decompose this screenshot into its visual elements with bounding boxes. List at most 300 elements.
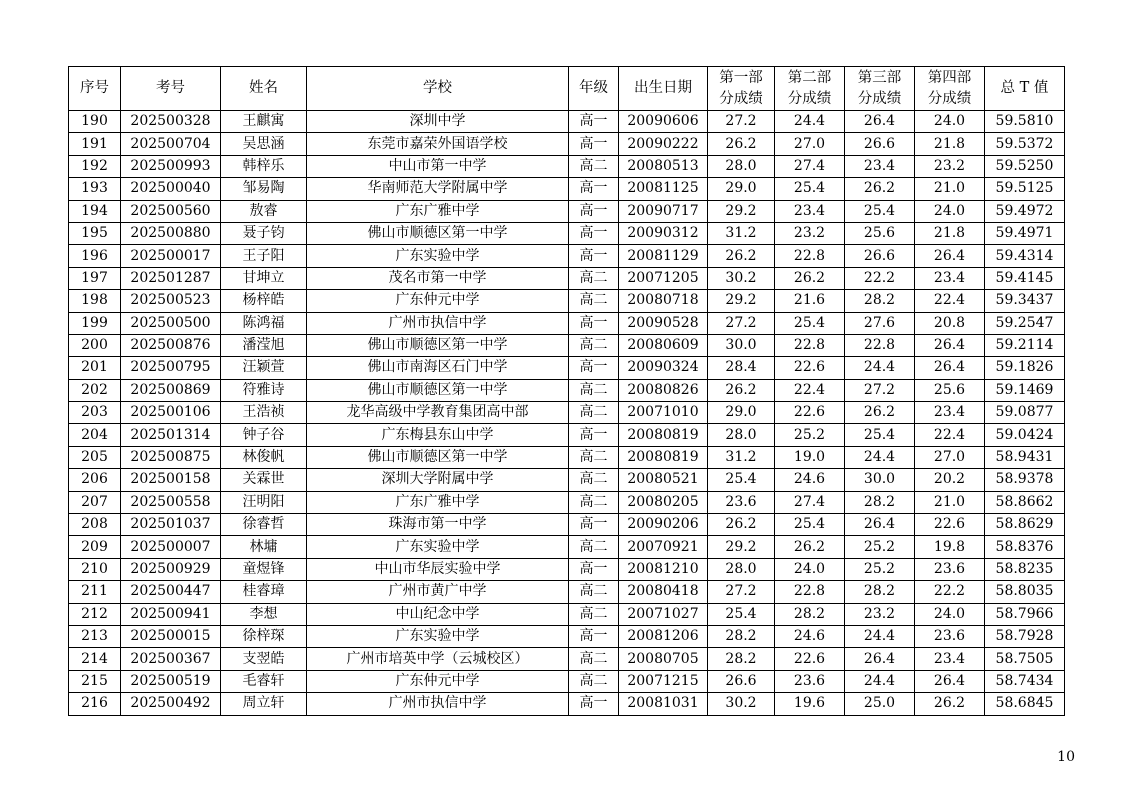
cell-part4-score: 19.8 bbox=[915, 536, 985, 558]
cell-index: 211 bbox=[69, 581, 121, 603]
cell-exam-number: 202500880 bbox=[121, 222, 221, 244]
cell-school: 佛山市顺德区第一中学 bbox=[307, 379, 569, 401]
cell-name: 桂睿璋 bbox=[221, 581, 307, 603]
cell-part4-score: 21.0 bbox=[915, 178, 985, 200]
cell-part3-score: 24.4 bbox=[845, 625, 915, 647]
cell-part1-score: 31.2 bbox=[708, 222, 775, 244]
cell-part3-score: 30.0 bbox=[845, 469, 915, 491]
cell-exam-number: 202500447 bbox=[121, 581, 221, 603]
cell-exam-number: 202500876 bbox=[121, 334, 221, 356]
cell-part1-score: 28.0 bbox=[708, 558, 775, 580]
cell-grade: 高一 bbox=[569, 222, 619, 244]
cell-birth-date: 20080609 bbox=[619, 334, 708, 356]
header-line: 学校 bbox=[423, 80, 452, 96]
cell-part2-score: 19.6 bbox=[775, 693, 845, 715]
table-row bbox=[69, 514, 1065, 536]
cell-birth-date: 20080819 bbox=[619, 424, 708, 446]
cell-birth-date: 20080718 bbox=[619, 290, 708, 312]
cell-part2-score: 22.6 bbox=[775, 357, 845, 379]
cell-part3-score: 27.2 bbox=[845, 379, 915, 401]
cell-total-t: 58.8235 bbox=[985, 558, 1065, 580]
cell-index: 202 bbox=[69, 379, 121, 401]
cell-part2-score: 27.0 bbox=[775, 133, 845, 155]
col-header-exam-number bbox=[121, 67, 221, 111]
cell-part4-score: 25.6 bbox=[915, 379, 985, 401]
cell-exam-number: 202500993 bbox=[121, 155, 221, 177]
cell-index: 216 bbox=[69, 693, 121, 715]
cell-total-t: 59.0877 bbox=[985, 402, 1065, 424]
cell-school: 佛山市南海区石门中学 bbox=[307, 357, 569, 379]
cell-total-t: 59.5250 bbox=[985, 155, 1065, 177]
cell-school: 珠海市第一中学 bbox=[307, 514, 569, 536]
cell-birth-date: 20081129 bbox=[619, 245, 708, 267]
cell-part3-score: 25.6 bbox=[845, 222, 915, 244]
table-row bbox=[69, 267, 1065, 289]
cell-grade: 高二 bbox=[569, 334, 619, 356]
cell-part1-score: 29.0 bbox=[708, 402, 775, 424]
cell-part1-score: 27.2 bbox=[708, 111, 775, 133]
cell-part4-score: 24.0 bbox=[915, 200, 985, 222]
cell-name: 李想 bbox=[221, 603, 307, 625]
results-table bbox=[68, 66, 1065, 716]
cell-part3-score: 25.4 bbox=[845, 200, 915, 222]
cell-part3-score: 22.2 bbox=[845, 267, 915, 289]
cell-school: 广州市执信中学 bbox=[307, 312, 569, 334]
cell-total-t: 58.8662 bbox=[985, 491, 1065, 513]
cell-exam-number: 202500558 bbox=[121, 491, 221, 513]
cell-name: 汪明阳 bbox=[221, 491, 307, 513]
table-row bbox=[69, 625, 1065, 647]
cell-total-t: 58.7434 bbox=[985, 670, 1065, 692]
table-row bbox=[69, 200, 1065, 222]
cell-name: 聂子钧 bbox=[221, 222, 307, 244]
cell-exam-number: 202500875 bbox=[121, 446, 221, 468]
cell-grade: 高二 bbox=[569, 290, 619, 312]
cell-part1-score: 26.2 bbox=[708, 133, 775, 155]
cell-index: 208 bbox=[69, 514, 121, 536]
table-row bbox=[69, 402, 1065, 424]
cell-birth-date: 20070921 bbox=[619, 536, 708, 558]
cell-part2-score: 27.4 bbox=[775, 491, 845, 513]
cell-index: 203 bbox=[69, 402, 121, 424]
cell-exam-number: 202501037 bbox=[121, 514, 221, 536]
cell-birth-date: 20090324 bbox=[619, 357, 708, 379]
cell-birth-date: 20071205 bbox=[619, 267, 708, 289]
cell-grade: 高二 bbox=[569, 670, 619, 692]
cell-part4-score: 22.4 bbox=[915, 424, 985, 446]
cell-part3-score: 25.0 bbox=[845, 693, 915, 715]
cell-name: 关霖世 bbox=[221, 469, 307, 491]
cell-part4-score: 21.8 bbox=[915, 222, 985, 244]
cell-name: 符雅诗 bbox=[221, 379, 307, 401]
cell-part4-score: 24.0 bbox=[915, 603, 985, 625]
cell-birth-date: 20080513 bbox=[619, 155, 708, 177]
cell-part2-score: 26.2 bbox=[775, 267, 845, 289]
cell-grade: 高一 bbox=[569, 178, 619, 200]
cell-name: 毛睿轩 bbox=[221, 670, 307, 692]
cell-school: 广东梅县东山中学 bbox=[307, 424, 569, 446]
col-header-index bbox=[69, 67, 121, 111]
table-row bbox=[69, 693, 1065, 715]
cell-school: 广东广雅中学 bbox=[307, 200, 569, 222]
cell-total-t: 58.7505 bbox=[985, 648, 1065, 670]
cell-exam-number: 202500040 bbox=[121, 178, 221, 200]
cell-index: 199 bbox=[69, 312, 121, 334]
cell-grade: 高二 bbox=[569, 536, 619, 558]
cell-exam-number: 202501314 bbox=[121, 424, 221, 446]
cell-part2-score: 23.2 bbox=[775, 222, 845, 244]
table-row bbox=[69, 670, 1065, 692]
cell-part4-score: 27.0 bbox=[915, 446, 985, 468]
cell-part3-score: 24.4 bbox=[845, 446, 915, 468]
table-row bbox=[69, 245, 1065, 267]
table-header bbox=[69, 67, 1065, 111]
cell-index: 204 bbox=[69, 424, 121, 446]
cell-part2-score: 22.8 bbox=[775, 334, 845, 356]
cell-birth-date: 20090606 bbox=[619, 111, 708, 133]
cell-part4-score: 23.4 bbox=[915, 402, 985, 424]
cell-name: 王麒寓 bbox=[221, 111, 307, 133]
cell-birth-date: 20090312 bbox=[619, 222, 708, 244]
cell-total-t: 59.5810 bbox=[985, 111, 1065, 133]
cell-birth-date: 20080826 bbox=[619, 379, 708, 401]
cell-birth-date: 20080521 bbox=[619, 469, 708, 491]
table-row bbox=[69, 536, 1065, 558]
table-row bbox=[69, 558, 1065, 580]
cell-part3-score: 25.2 bbox=[845, 558, 915, 580]
cell-grade: 高一 bbox=[569, 514, 619, 536]
cell-index: 212 bbox=[69, 603, 121, 625]
col-header-part3-score bbox=[845, 67, 915, 111]
cell-part3-score: 23.4 bbox=[845, 155, 915, 177]
cell-total-t: 58.9431 bbox=[985, 446, 1065, 468]
table-row bbox=[69, 111, 1065, 133]
cell-index: 197 bbox=[69, 267, 121, 289]
cell-name: 王浩祯 bbox=[221, 402, 307, 424]
cell-part1-score: 30.0 bbox=[708, 334, 775, 356]
cell-exam-number: 202500795 bbox=[121, 357, 221, 379]
header-line: 分成绩 bbox=[857, 90, 902, 107]
cell-part3-score: 26.6 bbox=[845, 133, 915, 155]
cell-index: 209 bbox=[69, 536, 121, 558]
page-number: 10 bbox=[1057, 749, 1075, 765]
cell-name: 甘坤立 bbox=[221, 267, 307, 289]
cell-name: 杨梓皓 bbox=[221, 290, 307, 312]
cell-part2-score: 22.6 bbox=[775, 402, 845, 424]
cell-name: 邹易陶 bbox=[221, 178, 307, 200]
table-row bbox=[69, 379, 1065, 401]
cell-part3-score: 28.2 bbox=[845, 491, 915, 513]
table-row bbox=[69, 446, 1065, 468]
cell-part4-score: 23.6 bbox=[915, 625, 985, 647]
cell-birth-date: 20081125 bbox=[619, 178, 708, 200]
cell-part1-score: 23.6 bbox=[708, 491, 775, 513]
cell-part2-score: 26.2 bbox=[775, 536, 845, 558]
cell-part1-score: 27.2 bbox=[708, 312, 775, 334]
cell-exam-number: 202500017 bbox=[121, 245, 221, 267]
cell-school: 广州市执信中学 bbox=[307, 693, 569, 715]
cell-school: 中山市第一中学 bbox=[307, 155, 569, 177]
cell-school: 佛山市顺德区第一中学 bbox=[307, 446, 569, 468]
header-line: 分成绩 bbox=[787, 90, 832, 107]
header-line: 分成绩 bbox=[927, 90, 972, 107]
cell-part3-score: 26.6 bbox=[845, 245, 915, 267]
cell-total-t: 59.4145 bbox=[985, 267, 1065, 289]
cell-birth-date: 20090206 bbox=[619, 514, 708, 536]
cell-grade: 高一 bbox=[569, 312, 619, 334]
cell-birth-date: 20081031 bbox=[619, 693, 708, 715]
cell-part4-score: 23.4 bbox=[915, 267, 985, 289]
cell-grade: 高二 bbox=[569, 379, 619, 401]
cell-part1-score: 28.0 bbox=[708, 155, 775, 177]
cell-school: 中山市华辰实验中学 bbox=[307, 558, 569, 580]
cell-total-t: 58.8035 bbox=[985, 581, 1065, 603]
cell-part1-score: 29.2 bbox=[708, 290, 775, 312]
table-row bbox=[69, 155, 1065, 177]
cell-school: 广东实验中学 bbox=[307, 625, 569, 647]
cell-exam-number: 202500492 bbox=[121, 693, 221, 715]
cell-part1-score: 28.2 bbox=[708, 648, 775, 670]
cell-total-t: 59.5372 bbox=[985, 133, 1065, 155]
cell-part3-score: 26.2 bbox=[845, 402, 915, 424]
table-row bbox=[69, 334, 1065, 356]
cell-school: 广州市培英中学（云城校区） bbox=[307, 648, 569, 670]
cell-part1-score: 25.4 bbox=[708, 469, 775, 491]
cell-part2-score: 22.4 bbox=[775, 379, 845, 401]
table-row bbox=[69, 178, 1065, 200]
cell-total-t: 59.4971 bbox=[985, 222, 1065, 244]
cell-index: 207 bbox=[69, 491, 121, 513]
cell-part2-score: 24.0 bbox=[775, 558, 845, 580]
cell-part4-score: 26.4 bbox=[915, 670, 985, 692]
cell-school: 华南师范大学附属中学 bbox=[307, 178, 569, 200]
cell-name: 林俊帆 bbox=[221, 446, 307, 468]
cell-total-t: 58.8629 bbox=[985, 514, 1065, 536]
cell-index: 205 bbox=[69, 446, 121, 468]
cell-part3-score: 26.2 bbox=[845, 178, 915, 200]
cell-name: 汪颖萱 bbox=[221, 357, 307, 379]
cell-total-t: 58.7966 bbox=[985, 603, 1065, 625]
cell-index: 213 bbox=[69, 625, 121, 647]
table-row bbox=[69, 491, 1065, 513]
cell-index: 191 bbox=[69, 133, 121, 155]
cell-school: 中山纪念中学 bbox=[307, 603, 569, 625]
cell-part3-score: 28.2 bbox=[845, 581, 915, 603]
cell-school: 佛山市顺德区第一中学 bbox=[307, 222, 569, 244]
header-line: 年级 bbox=[579, 80, 608, 96]
cell-exam-number: 202500523 bbox=[121, 290, 221, 312]
cell-part4-score: 26.4 bbox=[915, 357, 985, 379]
col-header-total-t bbox=[985, 67, 1065, 111]
cell-total-t: 59.0424 bbox=[985, 424, 1065, 446]
cell-part3-score: 25.2 bbox=[845, 536, 915, 558]
cell-part1-score: 27.2 bbox=[708, 581, 775, 603]
cell-index: 200 bbox=[69, 334, 121, 356]
cell-part4-score: 21.8 bbox=[915, 133, 985, 155]
cell-total-t: 59.4314 bbox=[985, 245, 1065, 267]
cell-part3-score: 27.6 bbox=[845, 312, 915, 334]
table-row bbox=[69, 603, 1065, 625]
cell-part2-score: 24.4 bbox=[775, 111, 845, 133]
cell-part3-score: 22.8 bbox=[845, 334, 915, 356]
cell-part2-score: 25.4 bbox=[775, 178, 845, 200]
header-line: 总 T 值 bbox=[1000, 80, 1049, 96]
cell-school: 广东实验中学 bbox=[307, 245, 569, 267]
cell-part2-score: 24.6 bbox=[775, 625, 845, 647]
cell-part1-score: 28.0 bbox=[708, 424, 775, 446]
cell-school: 佛山市顺德区第一中学 bbox=[307, 334, 569, 356]
cell-grade: 高二 bbox=[569, 581, 619, 603]
cell-name: 周立轩 bbox=[221, 693, 307, 715]
table-row bbox=[69, 424, 1065, 446]
cell-part2-score: 25.4 bbox=[775, 312, 845, 334]
cell-total-t: 59.4972 bbox=[985, 200, 1065, 222]
cell-total-t: 59.5125 bbox=[985, 178, 1065, 200]
cell-grade: 高二 bbox=[569, 446, 619, 468]
cell-index: 193 bbox=[69, 178, 121, 200]
cell-name: 韩梓乐 bbox=[221, 155, 307, 177]
cell-part4-score: 24.0 bbox=[915, 111, 985, 133]
cell-part1-score: 29.2 bbox=[708, 536, 775, 558]
cell-index: 214 bbox=[69, 648, 121, 670]
cell-exam-number: 202500941 bbox=[121, 603, 221, 625]
header-line: 出生日期 bbox=[634, 80, 692, 96]
cell-part2-score: 23.4 bbox=[775, 200, 845, 222]
cell-birth-date: 20080705 bbox=[619, 648, 708, 670]
cell-grade: 高二 bbox=[569, 648, 619, 670]
cell-part3-score: 28.2 bbox=[845, 290, 915, 312]
cell-exam-number: 202500500 bbox=[121, 312, 221, 334]
cell-index: 206 bbox=[69, 469, 121, 491]
cell-part4-score: 23.4 bbox=[915, 648, 985, 670]
cell-birth-date: 20090222 bbox=[619, 133, 708, 155]
col-header-school bbox=[307, 67, 569, 111]
cell-birth-date: 20071010 bbox=[619, 402, 708, 424]
cell-school: 广州市黄广中学 bbox=[307, 581, 569, 603]
col-header-part2-score bbox=[775, 67, 845, 111]
cell-part3-score: 25.4 bbox=[845, 424, 915, 446]
cell-total-t: 59.2114 bbox=[985, 334, 1065, 356]
cell-grade: 高一 bbox=[569, 424, 619, 446]
cell-part2-score: 25.4 bbox=[775, 514, 845, 536]
cell-total-t: 58.7928 bbox=[985, 625, 1065, 647]
cell-exam-number: 202500158 bbox=[121, 469, 221, 491]
cell-school: 广东实验中学 bbox=[307, 536, 569, 558]
cell-part4-score: 20.8 bbox=[915, 312, 985, 334]
cell-part2-score: 22.6 bbox=[775, 648, 845, 670]
cell-part1-score: 26.2 bbox=[708, 379, 775, 401]
cell-birth-date: 20071027 bbox=[619, 603, 708, 625]
cell-part2-score: 28.2 bbox=[775, 603, 845, 625]
cell-part1-score: 29.0 bbox=[708, 178, 775, 200]
cell-name: 钟子谷 bbox=[221, 424, 307, 446]
cell-birth-date: 20080418 bbox=[619, 581, 708, 603]
header-line: 第一部 bbox=[719, 69, 763, 86]
cell-total-t: 58.9378 bbox=[985, 469, 1065, 491]
header-row bbox=[69, 67, 1065, 111]
cell-part1-score: 25.4 bbox=[708, 603, 775, 625]
cell-birth-date: 20081210 bbox=[619, 558, 708, 580]
cell-index: 215 bbox=[69, 670, 121, 692]
cell-name: 潘滢旭 bbox=[221, 334, 307, 356]
cell-school: 深圳大学附属中学 bbox=[307, 469, 569, 491]
cell-name: 徐梓琛 bbox=[221, 625, 307, 647]
cell-school: 广东广雅中学 bbox=[307, 491, 569, 513]
cell-name: 支翌皓 bbox=[221, 648, 307, 670]
cell-part1-score: 26.2 bbox=[708, 245, 775, 267]
cell-name: 童煜锋 bbox=[221, 558, 307, 580]
cell-exam-number: 202500367 bbox=[121, 648, 221, 670]
col-header-part1-score bbox=[708, 67, 775, 111]
cell-grade: 高二 bbox=[569, 603, 619, 625]
cell-part4-score: 22.4 bbox=[915, 290, 985, 312]
cell-total-t: 58.8376 bbox=[985, 536, 1065, 558]
cell-part1-score: 28.4 bbox=[708, 357, 775, 379]
cell-birth-date: 20090528 bbox=[619, 312, 708, 334]
cell-part1-score: 29.2 bbox=[708, 200, 775, 222]
cell-name: 吴思涵 bbox=[221, 133, 307, 155]
table-row bbox=[69, 357, 1065, 379]
cell-school: 茂名市第一中学 bbox=[307, 267, 569, 289]
cell-school: 东莞市嘉荣外国语学校 bbox=[307, 133, 569, 155]
cell-part4-score: 23.2 bbox=[915, 155, 985, 177]
cell-exam-number: 202500015 bbox=[121, 625, 221, 647]
cell-part4-score: 26.4 bbox=[915, 245, 985, 267]
cell-part1-score: 31.2 bbox=[708, 446, 775, 468]
cell-exam-number: 202500328 bbox=[121, 111, 221, 133]
cell-name: 林墉 bbox=[221, 536, 307, 558]
cell-school: 龙华高级中学教育集团高中部 bbox=[307, 402, 569, 424]
cell-grade: 高一 bbox=[569, 625, 619, 647]
cell-part1-score: 30.2 bbox=[708, 693, 775, 715]
cell-part3-score: 26.4 bbox=[845, 111, 915, 133]
header-line: 第二部 bbox=[787, 69, 832, 86]
cell-part3-score: 23.2 bbox=[845, 603, 915, 625]
cell-total-t: 59.1826 bbox=[985, 357, 1065, 379]
cell-school: 深圳中学 bbox=[307, 111, 569, 133]
table-row bbox=[69, 312, 1065, 334]
cell-index: 190 bbox=[69, 111, 121, 133]
cell-exam-number: 202500106 bbox=[121, 402, 221, 424]
cell-part1-score: 30.2 bbox=[708, 267, 775, 289]
cell-part1-score: 26.2 bbox=[708, 514, 775, 536]
cell-exam-number: 202500869 bbox=[121, 379, 221, 401]
cell-grade: 高一 bbox=[569, 200, 619, 222]
table-row bbox=[69, 290, 1065, 312]
cell-part2-score: 22.8 bbox=[775, 245, 845, 267]
cell-part2-score: 25.2 bbox=[775, 424, 845, 446]
header-line: 第四部 bbox=[927, 69, 972, 86]
cell-grade: 高一 bbox=[569, 558, 619, 580]
cell-name: 徐睿哲 bbox=[221, 514, 307, 536]
cell-part3-score: 26.4 bbox=[845, 514, 915, 536]
cell-grade: 高一 bbox=[569, 111, 619, 133]
cell-index: 201 bbox=[69, 357, 121, 379]
cell-part4-score: 23.6 bbox=[915, 558, 985, 580]
cell-part2-score: 22.8 bbox=[775, 581, 845, 603]
cell-school: 广东仲元中学 bbox=[307, 670, 569, 692]
cell-name: 陈鸿福 bbox=[221, 312, 307, 334]
cell-exam-number: 202500929 bbox=[121, 558, 221, 580]
cell-part2-score: 23.6 bbox=[775, 670, 845, 692]
cell-grade: 高二 bbox=[569, 155, 619, 177]
header-line: 考号 bbox=[156, 80, 185, 96]
cell-name: 敖睿 bbox=[221, 200, 307, 222]
cell-part1-score: 26.6 bbox=[708, 670, 775, 692]
cell-index: 192 bbox=[69, 155, 121, 177]
table-row bbox=[69, 133, 1065, 155]
cell-part4-score: 26.4 bbox=[915, 334, 985, 356]
